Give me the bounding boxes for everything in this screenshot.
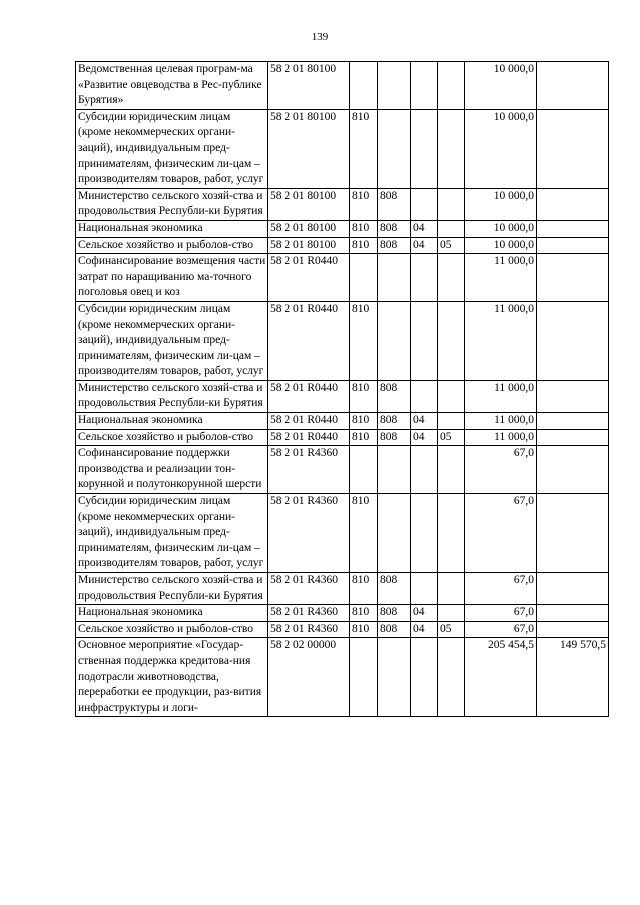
- row-section-cell: 04: [411, 621, 438, 638]
- row-ministry-code-cell: [378, 446, 411, 494]
- row-amount-cell: 11 000,0: [465, 301, 537, 380]
- row-ministry-code-cell: [378, 62, 411, 110]
- row-subsection-cell: [438, 109, 465, 188]
- table-row: [76, 62, 609, 110]
- row-target-article-cell: 58 2 01 80100: [268, 109, 350, 188]
- table-row: [76, 413, 609, 430]
- row-expense-type-cell: 810: [350, 621, 378, 638]
- row-subsection-cell: [438, 638, 465, 717]
- table-row: [76, 638, 609, 717]
- row-name-cell: Министерство сельского хозяй-ства и продовольствия Республи-ки Бурятия: [76, 188, 268, 220]
- row-target-article-cell: 58 2 01 80100: [268, 237, 350, 254]
- row-amount-cell: 10 000,0: [465, 188, 537, 220]
- row-amount-2-cell: [537, 301, 609, 380]
- row-name-cell: Субсидии юридическим лицам (кроме некоммерческих органи-заций), индивидуальным пред-принимателям, физическим ли-цам – производителям товаров, работ, услуг: [76, 301, 268, 380]
- row-target-article-cell: 58 2 01 80100: [268, 188, 350, 220]
- row-name-cell: Министерство сельского хозяй-ства и продовольствия Республи-ки Бурятия: [76, 380, 268, 412]
- budget-table-body: [76, 62, 609, 717]
- row-subsection-cell: [438, 254, 465, 302]
- table-row: [76, 254, 609, 302]
- row-target-article-cell: 58 2 01 R4360: [268, 446, 350, 494]
- row-ministry-code-cell: 808: [378, 605, 411, 622]
- row-amount-2-cell: [537, 220, 609, 237]
- row-name-cell: Ведомственная целевая програм-ма «Развитие овцеводства в Рес-публике Бурятия»: [76, 62, 268, 110]
- row-section-cell: [411, 62, 438, 110]
- row-amount-2-cell: [537, 109, 609, 188]
- row-ministry-code-cell: 808: [378, 380, 411, 412]
- row-name-cell: Софинансирование возмещения части затрат по наращиванию ма-точного поголовья овец и коз: [76, 254, 268, 302]
- row-amount-2-cell: [537, 237, 609, 254]
- table-row: [76, 429, 609, 446]
- row-section-cell: 04: [411, 429, 438, 446]
- row-target-article-cell: 58 2 01 R0440: [268, 429, 350, 446]
- row-ministry-code-cell: 808: [378, 413, 411, 430]
- row-section-cell: [411, 446, 438, 494]
- row-target-article-cell: 58 2 01 80100: [268, 220, 350, 237]
- row-target-article-cell: 58 2 01 R4360: [268, 605, 350, 622]
- row-expense-type-cell: [350, 254, 378, 302]
- table-row: [76, 301, 609, 380]
- row-subsection-cell: [438, 446, 465, 494]
- table-row: [76, 605, 609, 622]
- row-ministry-code-cell: [378, 109, 411, 188]
- row-ministry-code-cell: 808: [378, 621, 411, 638]
- row-name-cell: Сельское хозяйство и рыболов-ство: [76, 621, 268, 638]
- row-name-cell: Сельское хозяйство и рыболов-ство: [76, 429, 268, 446]
- row-amount-2-cell: [537, 413, 609, 430]
- row-amount-cell: 67,0: [465, 494, 537, 573]
- row-section-cell: [411, 638, 438, 717]
- row-amount-2-cell: [537, 621, 609, 638]
- row-amount-cell: 10 000,0: [465, 62, 537, 110]
- row-name-cell: Национальная экономика: [76, 605, 268, 622]
- row-target-article-cell: 58 2 01 R4360: [268, 621, 350, 638]
- row-section-cell: [411, 380, 438, 412]
- row-name-cell: Субсидии юридическим лицам (кроме некоммерческих органи-заций), индивидуальным пред-принимателям, физическим ли-цам – производителям товаров, работ, услуг: [76, 109, 268, 188]
- row-target-article-cell: 58 2 01 R0440: [268, 301, 350, 380]
- row-amount-2-cell: [537, 605, 609, 622]
- row-subsection-cell: [438, 413, 465, 430]
- row-amount-2-cell: [537, 254, 609, 302]
- row-subsection-cell: 05: [438, 429, 465, 446]
- row-section-cell: [411, 254, 438, 302]
- table-row: [76, 380, 609, 412]
- row-subsection-cell: 05: [438, 621, 465, 638]
- row-name-cell: Национальная экономика: [76, 220, 268, 237]
- row-section-cell: [411, 109, 438, 188]
- row-name-cell: Национальная экономика: [76, 413, 268, 430]
- row-target-article-cell: 58 2 01 R0440: [268, 380, 350, 412]
- budget-table: [75, 61, 609, 717]
- row-amount-2-cell: [537, 573, 609, 605]
- table-row: [76, 237, 609, 254]
- row-amount-cell: 67,0: [465, 621, 537, 638]
- row-amount-cell: 205 454,5: [465, 638, 537, 717]
- row-subsection-cell: [438, 605, 465, 622]
- row-expense-type-cell: [350, 62, 378, 110]
- table-row: [76, 220, 609, 237]
- row-ministry-code-cell: 808: [378, 429, 411, 446]
- row-name-cell: Софинансирование поддержки производства и реализации тон-корунной и полутонкорунной шерсти: [76, 446, 268, 494]
- row-ministry-code-cell: 808: [378, 237, 411, 254]
- row-amount-2-cell: [537, 188, 609, 220]
- row-name-cell: Сельское хозяйство и рыболов-ство: [76, 237, 268, 254]
- row-expense-type-cell: 810: [350, 188, 378, 220]
- row-amount-cell: 67,0: [465, 605, 537, 622]
- row-ministry-code-cell: [378, 301, 411, 380]
- row-section-cell: 04: [411, 413, 438, 430]
- row-section-cell: [411, 301, 438, 380]
- row-expense-type-cell: 810: [350, 237, 378, 254]
- row-subsection-cell: [438, 188, 465, 220]
- row-amount-cell: 11 000,0: [465, 254, 537, 302]
- row-expense-type-cell: 810: [350, 380, 378, 412]
- row-name-cell: Министерство сельского хозяй-ства и продовольствия Республи-ки Бурятия: [76, 573, 268, 605]
- row-expense-type-cell: 810: [350, 109, 378, 188]
- row-ministry-code-cell: 808: [378, 220, 411, 237]
- row-expense-type-cell: 810: [350, 429, 378, 446]
- row-amount-2-cell: [537, 62, 609, 110]
- page-number: 139: [311, 31, 329, 43]
- table-row: [76, 188, 609, 220]
- row-name-cell: Основное мероприятие «Государ-ственная поддержка кредитова-ния подотрасли животноводства, переработки ее продукции, раз-вития инфраструктуры и логи-: [76, 638, 268, 717]
- row-subsection-cell: [438, 573, 465, 605]
- row-target-article-cell: 58 2 01 R0440: [268, 254, 350, 302]
- row-amount-cell: 10 000,0: [465, 220, 537, 237]
- row-subsection-cell: [438, 494, 465, 573]
- row-ministry-code-cell: [378, 638, 411, 717]
- row-expense-type-cell: 810: [350, 220, 378, 237]
- row-section-cell: 04: [411, 237, 438, 254]
- row-expense-type-cell: 810: [350, 573, 378, 605]
- row-amount-cell: 11 000,0: [465, 380, 537, 412]
- row-subsection-cell: [438, 380, 465, 412]
- row-target-article-cell: 58 2 01 80100: [268, 62, 350, 110]
- row-target-article-cell: 58 2 01 R4360: [268, 573, 350, 605]
- row-target-article-cell: 58 2 01 R4360: [268, 494, 350, 573]
- row-amount-cell: 67,0: [465, 573, 537, 605]
- row-section-cell: 04: [411, 605, 438, 622]
- row-expense-type-cell: 810: [350, 605, 378, 622]
- row-section-cell: 04: [411, 220, 438, 237]
- row-subsection-cell: 05: [438, 237, 465, 254]
- table-row: [76, 109, 609, 188]
- row-ministry-code-cell: 808: [378, 188, 411, 220]
- row-expense-type-cell: [350, 638, 378, 717]
- table-row: [76, 621, 609, 638]
- row-amount-2-cell: [537, 429, 609, 446]
- row-amount-2-cell: 149 570,5: [537, 638, 609, 717]
- row-amount-cell: 11 000,0: [465, 413, 537, 430]
- table-row: [76, 446, 609, 494]
- row-target-article-cell: 58 2 01 R0440: [268, 413, 350, 430]
- row-expense-type-cell: 810: [350, 494, 378, 573]
- row-subsection-cell: [438, 220, 465, 237]
- row-subsection-cell: [438, 301, 465, 380]
- row-target-article-cell: 58 2 02 00000: [268, 638, 350, 717]
- table-row: [76, 573, 609, 605]
- row-ministry-code-cell: [378, 494, 411, 573]
- row-expense-type-cell: 810: [350, 413, 378, 430]
- row-amount-cell: 10 000,0: [465, 109, 537, 188]
- row-amount-2-cell: [537, 380, 609, 412]
- row-expense-type-cell: 810: [350, 301, 378, 380]
- row-subsection-cell: [438, 62, 465, 110]
- row-ministry-code-cell: 808: [378, 573, 411, 605]
- row-section-cell: [411, 494, 438, 573]
- row-amount-2-cell: [537, 494, 609, 573]
- table-row: [76, 494, 609, 573]
- row-amount-cell: 11 000,0: [465, 429, 537, 446]
- row-amount-2-cell: [537, 446, 609, 494]
- row-name-cell: Субсидии юридическим лицам (кроме некоммерческих органи-заций), индивидуальным пред-принимателям, физическим ли-цам – производителям товаров, работ, услуг: [76, 494, 268, 573]
- row-ministry-code-cell: [378, 254, 411, 302]
- row-amount-cell: 10 000,0: [465, 237, 537, 254]
- row-expense-type-cell: [350, 446, 378, 494]
- row-section-cell: [411, 188, 438, 220]
- row-amount-cell: 67,0: [465, 446, 537, 494]
- row-section-cell: [411, 573, 438, 605]
